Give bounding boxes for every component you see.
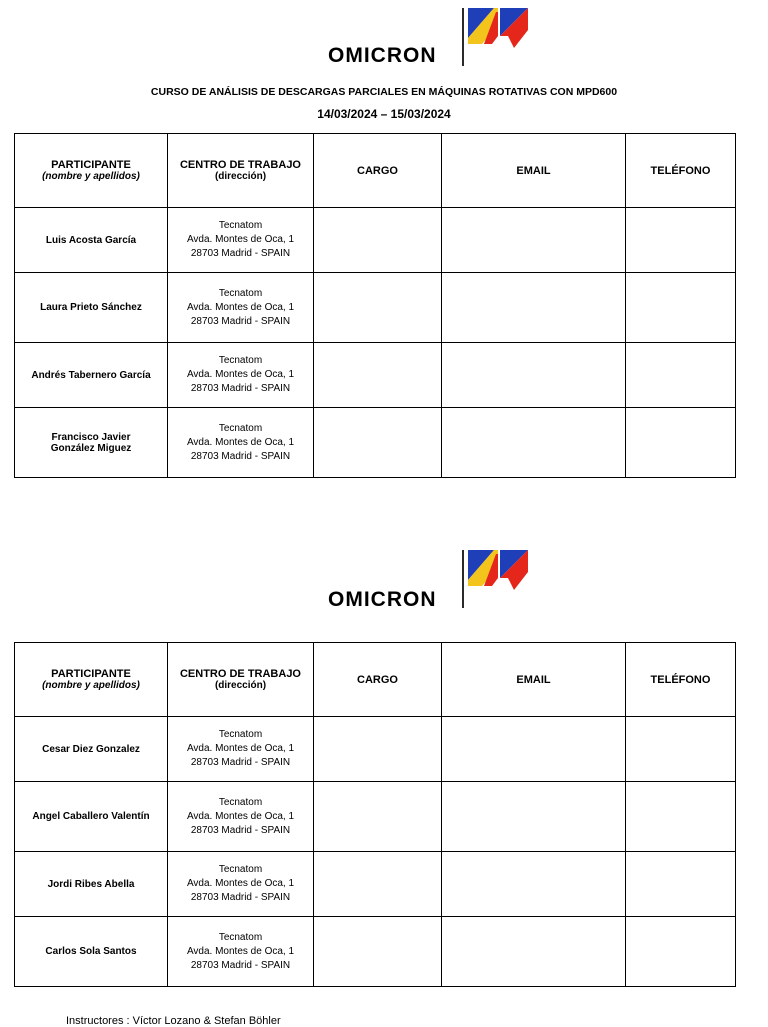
- position-cell: [314, 782, 442, 852]
- table-row: [15, 408, 736, 478]
- workplace-cell: Tecnatom Avda. Montes de Oca, 1 28703 Madrid - SPAIN: [168, 717, 314, 782]
- email-cell: [442, 343, 626, 408]
- workplace-cell: Tecnatom Avda. Montes de Oca, 1 28703 Madrid - SPAIN: [168, 782, 314, 852]
- table-row: [15, 717, 736, 782]
- phone-cell: [626, 782, 736, 852]
- table-header-row: [15, 643, 736, 717]
- email-cell: [442, 273, 626, 343]
- email-cell: [442, 208, 626, 273]
- header-participant: PARTICIPANTE (nombre y apellidos): [15, 643, 168, 717]
- workplace-cell: Tecnatom Avda. Montes de Oca, 1 28703 Madrid - SPAIN: [168, 917, 314, 987]
- email-cell: [442, 782, 626, 852]
- phone-cell: [626, 273, 736, 343]
- position-cell: [314, 852, 442, 917]
- table-row: [15, 273, 736, 343]
- phone-cell: [626, 717, 736, 782]
- participants-table-1: [14, 133, 736, 478]
- participant-name: Francisco Javier González Miguez: [15, 408, 168, 478]
- workplace-cell: Tecnatom Avda. Montes de Oca, 1 28703 Madrid - SPAIN: [168, 273, 314, 343]
- phone-cell: [626, 408, 736, 478]
- participant-name: Carlos Sola Santos: [15, 917, 168, 987]
- omicron-logo: [0, 0, 768, 70]
- workplace-cell: Tecnatom Avda. Montes de Oca, 1 28703 Madrid - SPAIN: [168, 852, 314, 917]
- position-cell: [314, 408, 442, 478]
- table-row: [15, 852, 736, 917]
- course-title: CURSO DE ANÁLISIS DE DESCARGAS PARCIALES EN MÁQUINAS ROTATIVAS CON MPD600: [150, 86, 618, 98]
- omicron-logo-mark-icon: [462, 8, 530, 66]
- header-workplace: CENTRO DE TRABAJO (dirección): [168, 643, 314, 717]
- position-cell: [314, 717, 442, 782]
- email-cell: [442, 717, 626, 782]
- position-cell: [314, 343, 442, 408]
- table-row: [15, 917, 736, 987]
- phone-cell: [626, 208, 736, 273]
- table-header-row: [15, 134, 736, 208]
- course-dates: 14/03/2024 – 15/03/2024: [317, 107, 451, 121]
- header-position: CARGO: [314, 134, 442, 208]
- participant-name: Luis Acosta García: [15, 208, 168, 273]
- header-position: CARGO: [314, 643, 442, 717]
- phone-cell: [626, 343, 736, 408]
- participant-name: Cesar Diez Gonzalez: [15, 717, 168, 782]
- instructors-footer: Instructores : Víctor Lozano & Stefan Böhler: [66, 1015, 281, 1027]
- workplace-cell: Tecnatom Avda. Montes de Oca, 1 28703 Madrid - SPAIN: [168, 208, 314, 273]
- omicron-logo-mark-icon: [462, 550, 530, 608]
- logo-wordmark: OMICRON: [328, 588, 437, 611]
- table-row: [15, 343, 736, 408]
- header-phone: TELÉFONO: [626, 134, 736, 208]
- phone-cell: [626, 852, 736, 917]
- workplace-cell: Tecnatom Avda. Montes de Oca, 1 28703 Madrid - SPAIN: [168, 408, 314, 478]
- position-cell: [314, 917, 442, 987]
- position-cell: [314, 273, 442, 343]
- header-email: EMAIL: [442, 643, 626, 717]
- logo-wordmark: OMICRON: [328, 44, 437, 67]
- workplace-cell: Tecnatom Avda. Montes de Oca, 1 28703 Madrid - SPAIN: [168, 343, 314, 408]
- email-cell: [442, 852, 626, 917]
- omicron-logo: [0, 545, 768, 615]
- position-cell: [314, 208, 442, 273]
- table-row: [15, 782, 736, 852]
- participant-name: Laura Prieto Sánchez: [15, 273, 168, 343]
- table-row: [15, 208, 736, 273]
- participant-name: Jordi Ribes Abella: [15, 852, 168, 917]
- header-participant: PARTICIPANTE (nombre y apellidos): [15, 134, 168, 208]
- header-phone: TELÉFONO: [626, 643, 736, 717]
- header-workplace: CENTRO DE TRABAJO (dirección): [168, 134, 314, 208]
- email-cell: [442, 408, 626, 478]
- participant-name: Andrés Tabernero García: [15, 343, 168, 408]
- participants-table-2: [14, 642, 736, 987]
- phone-cell: [626, 917, 736, 987]
- participant-name: Angel Caballero Valentín: [15, 782, 168, 852]
- email-cell: [442, 917, 626, 987]
- header-email: EMAIL: [442, 134, 626, 208]
